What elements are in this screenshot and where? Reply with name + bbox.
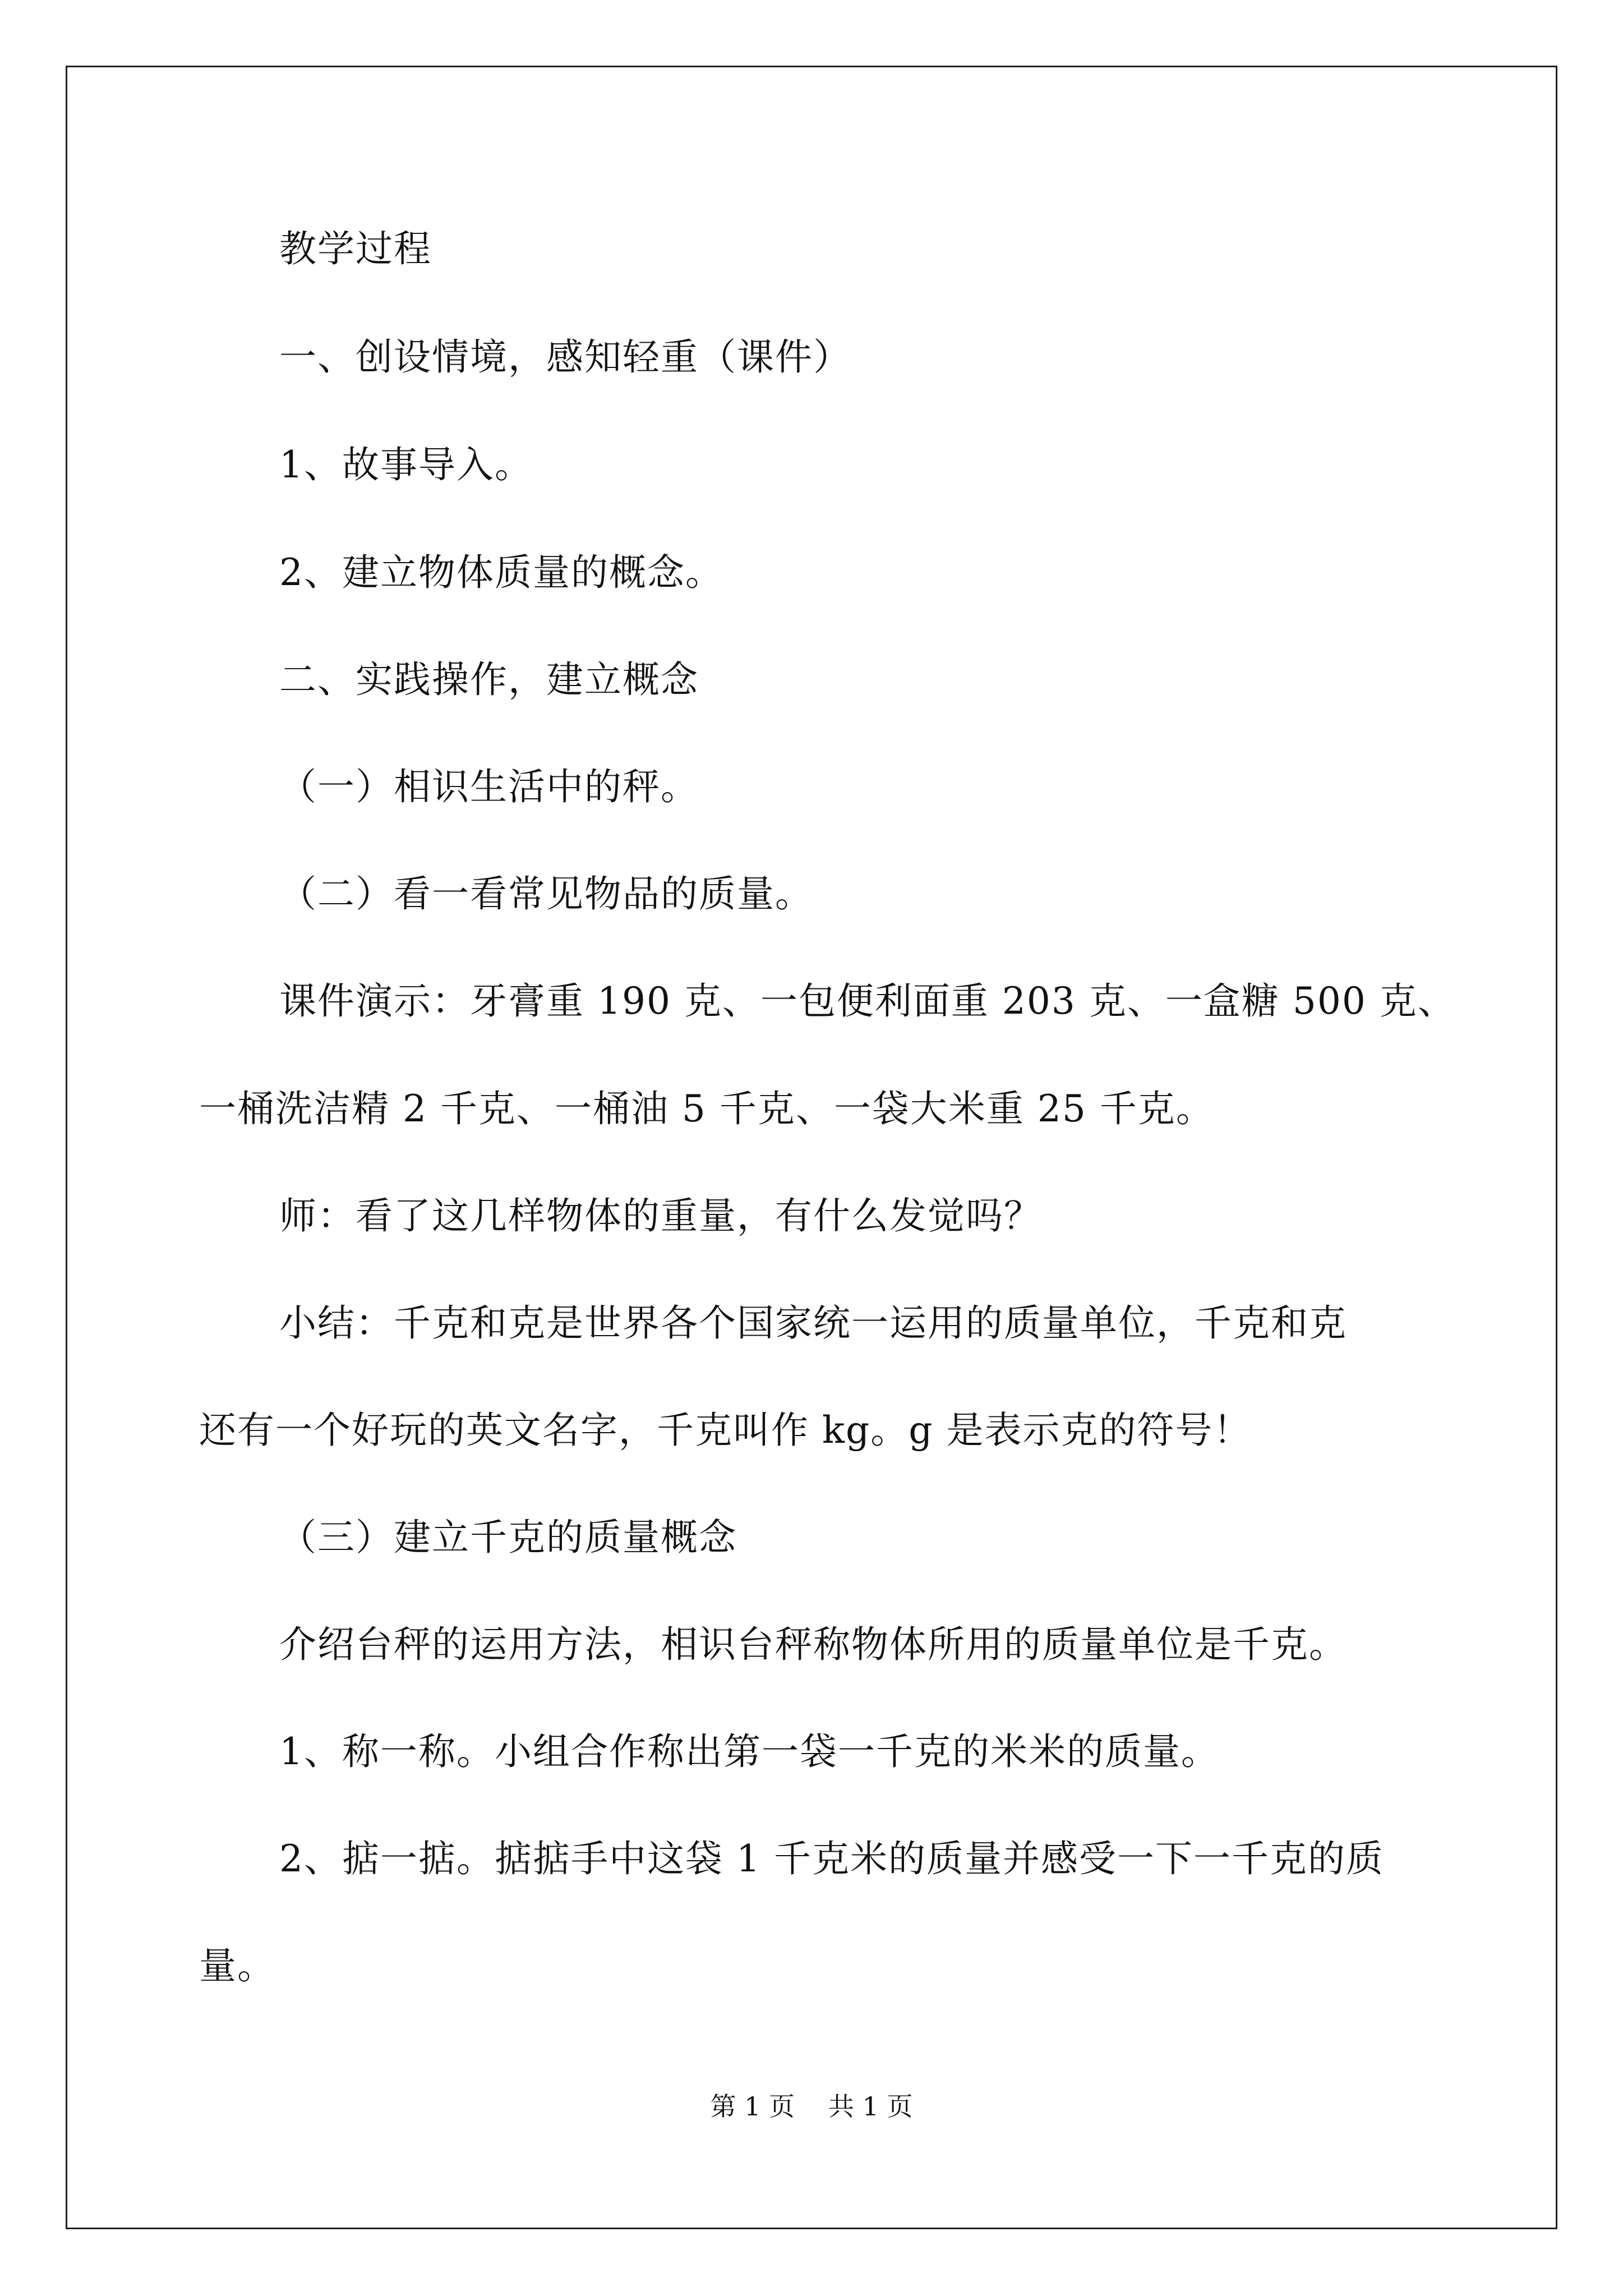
paragraph-line: 量。 bbox=[199, 1944, 275, 1987]
paragraph-line: 课件演示：牙膏重 190 克、一包便利面重 203 克、一盒糖 500 克、 bbox=[279, 979, 1456, 1023]
paragraph-line: 还有一个好玩的英文名字，千克叫作 kg。g 是表示克的符号！ bbox=[199, 1409, 1252, 1452]
list-item: 2、掂一掂。掂掂手中这袋 1 千克米的质量并感受一下一千克的质 bbox=[279, 1837, 1384, 1880]
heading-teaching-process: 教学过程 bbox=[279, 227, 432, 270]
subsection-heading: （二）看一看常见物品的质量。 bbox=[279, 872, 813, 915]
subsection-heading: （一）相识生活中的秤。 bbox=[279, 765, 699, 808]
page-border bbox=[66, 66, 1557, 2229]
page-total: 共 1 页 bbox=[828, 2091, 913, 2122]
section-heading-2: 二、实践操作，建立概念 bbox=[279, 658, 699, 701]
list-item: 2、建立物体质量的概念。 bbox=[279, 551, 723, 594]
list-item: 1、称一称。小组合作称出第一袋一千克的米米的质量。 bbox=[279, 1730, 1219, 1773]
page-number: 第 1 页 bbox=[710, 2091, 795, 2122]
section-heading-1: 一、创设情境，感知轻重（课件） bbox=[279, 335, 851, 379]
paragraph-line: 介绍台秤的运用方法，相识台秤称物体所用的质量单位是千克。 bbox=[279, 1623, 1347, 1666]
page-footer bbox=[0, 2090, 1623, 2123]
paragraph-line: 师：看了这几样物体的重量，有什么发觉吗？ bbox=[279, 1194, 1042, 1237]
paragraph-line: 小结：千克和克是世界各个国家统一运用的质量单位，千克和克 bbox=[279, 1301, 1347, 1345]
subsection-heading: （三）建立千克的质量概念 bbox=[279, 1516, 737, 1559]
paragraph-line: 一桶洗洁精 2 千克、一桶油 5 千克、一袋大米重 25 千克。 bbox=[199, 1087, 1214, 1130]
list-item: 1、故事导入。 bbox=[279, 443, 533, 486]
